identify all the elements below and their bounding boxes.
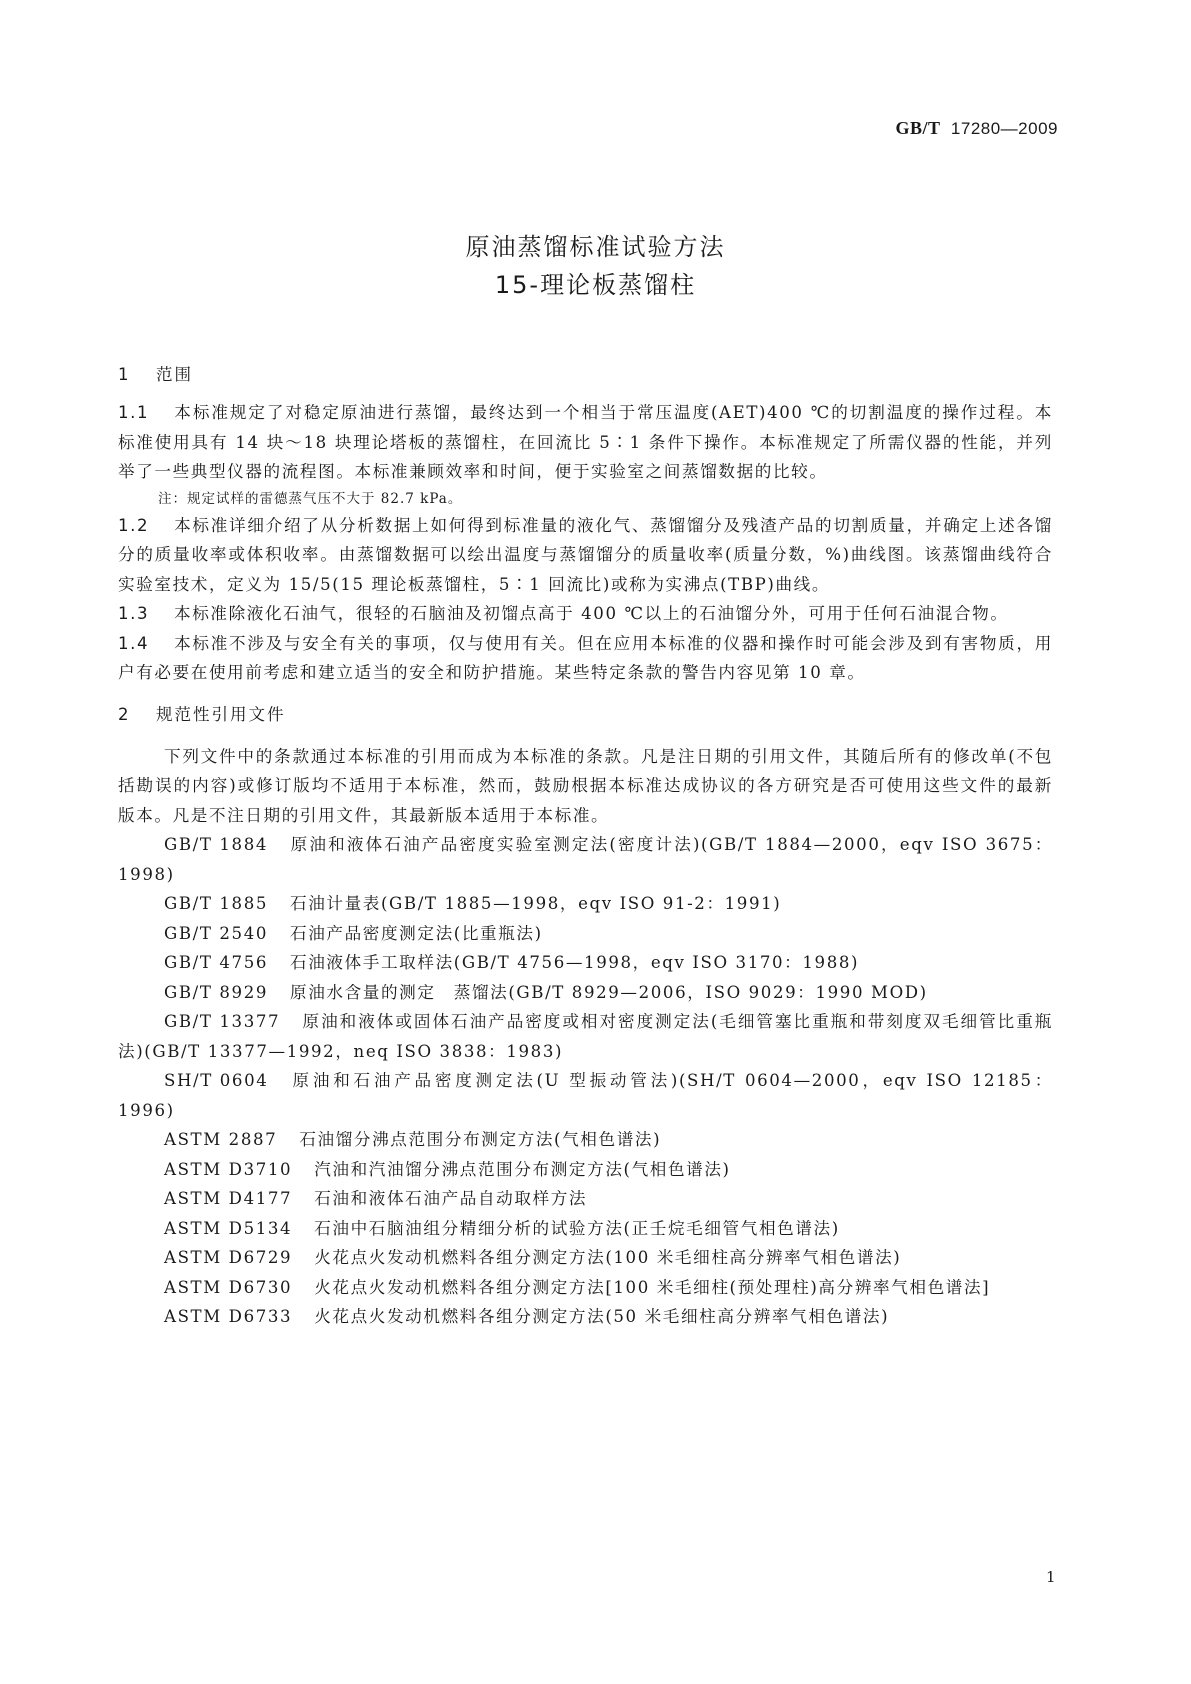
clause-number: 1.1 bbox=[118, 403, 150, 422]
document-body bbox=[118, 360, 1053, 1332]
title-line-1: 原油蒸馏标准试验方法 bbox=[465, 233, 726, 261]
section-number: 1 bbox=[118, 365, 131, 384]
reference-title: 原油和石油产品密度测定法(U 型振动管法)(SH/T 0604—2000，eqv ISO 12185：1996) bbox=[118, 1071, 1053, 1120]
reference-code: ASTM D5134 bbox=[164, 1218, 293, 1238]
clause-text: 本标准不涉及与安全有关的事项，仅与使用有关。但在应用本标准的仪器和操作时可能会涉及到有害物质，用户有必要在使用前考虑和建立适当的安全和防护措施。某些特定条款的警告内容见第 10 章。 bbox=[118, 633, 1053, 682]
reference-item bbox=[118, 830, 1053, 889]
clause-1-1 bbox=[118, 398, 1053, 487]
reference-title: 原油和液体石油产品密度实验室测定法(密度计法)(GB/T 1884—2000，eqv ISO 3675：1998) bbox=[118, 835, 1053, 884]
reference-item bbox=[118, 1066, 1053, 1125]
reference-item bbox=[118, 1125, 1053, 1155]
title-line-2: 15-理论板蒸馏柱 bbox=[494, 271, 697, 299]
reference-item bbox=[118, 1007, 1053, 1066]
clause-text: 本标准详细介绍了从分析数据上如何得到标准量的液化气、蒸馏馏分及残渣产品的切割质量，并确定上述各馏分的质量收率或体积收率。由蒸馏数据可以绘出温度与蒸馏馏分的质量收率(质量分数，%)曲线图。该蒸馏曲线符合实验室技术，定义为 15/5(15 理论板蒸馏柱，5∶1 回流比)或称为实沸点(TBP)曲线。 bbox=[118, 515, 1053, 594]
page-number: 1 bbox=[1046, 1568, 1056, 1586]
reference-title: 石油计量表(GB/T 1885—1998，eqv ISO 91-2：1991) bbox=[290, 894, 782, 913]
reference-title: 原油水含量的测定 蒸馏法(GB/T 8929—2006，ISO 9029：1990 MOD) bbox=[290, 982, 928, 1002]
reference-item bbox=[118, 978, 1053, 1008]
reference-title: 石油液体手工取样法(GB/T 4756—1998，eqv ISO 3170：1988) bbox=[290, 953, 860, 972]
reference-title: 火花点火发动机燃料各组分测定方法(100 米毛细柱高分辨率气相色谱法) bbox=[314, 1248, 902, 1267]
reference-code: ASTM D6729 bbox=[164, 1248, 293, 1267]
reference-code: GB/T 4756 bbox=[164, 953, 269, 972]
section-title: 范围 bbox=[156, 365, 193, 384]
reference-code: SH/T 0604 bbox=[164, 1071, 269, 1090]
reference-title: 石油中石脑油组分精细分析的试验方法(正壬烷毛细管气相色谱法) bbox=[314, 1218, 840, 1238]
reference-item bbox=[118, 919, 1053, 949]
reference-code: GB/T 2540 bbox=[164, 923, 269, 943]
reference-code: ASTM D6730 bbox=[164, 1277, 293, 1297]
reference-code: GB/T 13377 bbox=[164, 1012, 281, 1031]
reference-code: ASTM 2887 bbox=[164, 1130, 278, 1149]
reference-title: 汽油和汽油馏分沸点范围分布测定方法(气相色谱法) bbox=[314, 1159, 731, 1179]
reference-title: 石油产品密度测定法(比重瓶法) bbox=[290, 923, 543, 943]
reference-code: ASTM D4177 bbox=[164, 1189, 293, 1208]
reference-item bbox=[118, 1184, 1053, 1214]
section-heading-2 bbox=[118, 700, 1053, 730]
section-title: 规范性引用文件 bbox=[156, 704, 286, 724]
clause-1-2 bbox=[118, 511, 1053, 600]
reference-item bbox=[118, 948, 1053, 978]
reference-title: 火花点火发动机燃料各组分测定方法[100 米毛细柱(预处理柱)高分辨率气相色谱法] bbox=[314, 1277, 991, 1297]
clause-text: 本标准除液化石油气，很轻的石脑油及初馏点高于 400 ℃以上的石油馏分外，可用于任何石油混合物。 bbox=[174, 604, 1009, 623]
reference-item bbox=[118, 1243, 1053, 1273]
clause-note: 注：规定试样的雷德蒸气压不大于 82.7 kPa。 bbox=[158, 490, 463, 507]
reference-item bbox=[118, 1214, 1053, 1244]
reference-code: GB/T 1884 bbox=[164, 835, 269, 854]
reference-item bbox=[118, 1302, 1053, 1332]
reference-list bbox=[118, 830, 1053, 1332]
reference-code: GB/T 8929 bbox=[164, 982, 269, 1002]
clause-number: 1.3 bbox=[118, 604, 150, 623]
reference-title: 石油和液体石油产品自动取样方法 bbox=[314, 1189, 588, 1208]
reference-code: ASTM D6733 bbox=[164, 1307, 293, 1326]
clause-number: 1.4 bbox=[118, 633, 150, 653]
reference-title: 原油和液体或固体石油产品密度或相对密度测定法(毛细管塞比重瓶和带刻度双毛细管比重瓶法)(GB/T 13377—1992，neq ISO 3838：1983) bbox=[118, 1012, 1053, 1061]
document-title bbox=[0, 228, 1191, 304]
clause-text: 本标准规定了对稳定原油进行蒸馏，最终达到一个相当于常压温度(AET)400 ℃的切割温度的操作过程。本标准使用具有 14 块～18 块理论塔板的蒸馏柱，在回流比 5∶1 条件下操作。本标准规定了所需仪器的性能，并列举了一些典型仪器的流程图。本标准兼顾效率和时间，便于实验室之间蒸馏数据的比较。 bbox=[118, 403, 1053, 481]
reference-title: 火花点火发动机燃料各组分测定方法(50 米毛细柱高分辨率气相色谱法) bbox=[314, 1307, 890, 1326]
section-intro: 下列文件中的条款通过本标准的引用而成为本标准的条款。凡是注日期的引用文件，其随后所有的修改单(不包括勘误的内容)或修订版均不适用于本标准，然而，鼓励根据本标准达成协议的各方研究是否可使用这些文件的最新版本。凡是不注日期的引用文件，其最新版本适用于本标准。 bbox=[118, 746, 1053, 825]
clause-number: 1.2 bbox=[118, 515, 150, 535]
reference-code: ASTM D3710 bbox=[164, 1159, 293, 1179]
standard-number: 17280—2009 bbox=[950, 119, 1058, 138]
standard-code bbox=[895, 118, 1058, 139]
reference-item bbox=[118, 1273, 1053, 1303]
clause-1-3 bbox=[118, 599, 1053, 629]
reference-item bbox=[118, 1155, 1053, 1185]
standard-prefix: GB/T bbox=[895, 118, 941, 138]
reference-item bbox=[118, 889, 1053, 919]
section-heading-1 bbox=[118, 360, 1053, 390]
clause-1-4 bbox=[118, 629, 1053, 688]
reference-title: 石油馏分沸点范围分布测定方法(气相色谱法) bbox=[299, 1130, 662, 1149]
reference-code: GB/T 1885 bbox=[164, 894, 269, 913]
section-number: 2 bbox=[118, 704, 131, 724]
